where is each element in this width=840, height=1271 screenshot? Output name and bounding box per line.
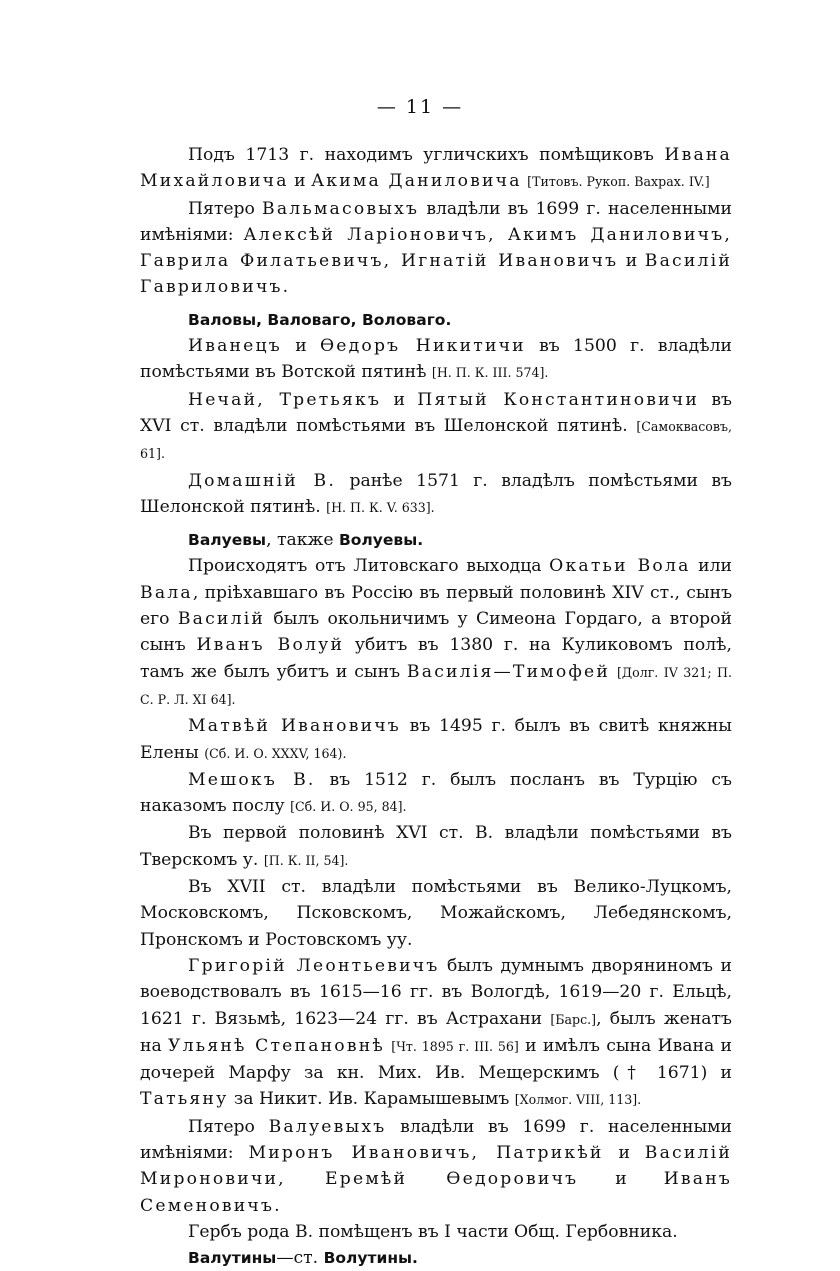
text-run: былъ думнымъ дворяниномъ и воеводствовалъ въ 1615—16 гг. въ Вологдѣ, 1619—20 г. Ельцѣ, 1621 г. Вязьмѣ, 1623—24 гг. въ Астрахани — [140, 955, 732, 1029]
body-text — [140, 142, 732, 1271]
text-run: Происходятъ отъ Литовскаго выходца — [188, 556, 550, 577]
spaced-name: Домашній В. — [188, 470, 337, 491]
text-run: и имѣлъ сына Ивана и дочерей Марфу за кн. Мих. Ив. Мещерскимъ († 1671) и — [140, 1035, 733, 1084]
spaced-name: Мешокъ В. — [188, 769, 316, 790]
paragraph — [140, 553, 732, 713]
text-run: и — [618, 251, 645, 272]
paragraph — [140, 1114, 732, 1219]
paragraph — [140, 767, 732, 821]
reference: [Сб. И. О. 95, 84]. — [290, 799, 407, 815]
spaced-name: Иванъ Волуй — [196, 635, 345, 656]
spaced-name: Василій — [177, 609, 266, 630]
paragraph — [140, 1245, 732, 1271]
text-run: , пріѣхавшаго въ Россію въ первый половинѣ XIV ст., сынъ его — [140, 582, 732, 630]
spaced-name: Миронъ Ивановичъ, Патрикѣй — [248, 1142, 604, 1163]
spaced-name: Иванъ Семеновичъ — [140, 1169, 732, 1216]
text-run: и — [381, 389, 418, 410]
spaced-name: Окатьи Вола — [549, 556, 691, 577]
text-run: —ст. — [276, 1248, 324, 1269]
text-run: былъ окольничимъ у Симеона Гордаго, а второй сынъ — [140, 609, 732, 656]
spaced-name: Василій Гавриловичъ — [140, 251, 732, 298]
paragraph — [140, 196, 732, 301]
text-run: Подъ 1713 г. находимъ угличскихъ помѣщиковъ — [188, 145, 665, 165]
paragraph — [140, 333, 732, 387]
text-run: Въ XVII ст. владѣли помѣстьями въ Велико-Луцкомъ, Московскомъ, Псковскомъ, Можайскомъ, Лебедянскомъ, Пронскомъ и Ростовскомъ уу. — [140, 877, 732, 950]
heading-text: Валуевы — [188, 531, 267, 550]
section-heading — [140, 307, 732, 333]
text-run: владѣли въ 1699 г. населенными имѣніями: — [140, 198, 732, 245]
spaced-name: Акима Даниловича — [311, 171, 522, 192]
heading-text: Волуевы. — [338, 531, 424, 550]
reference: [П. К. II, 54]. — [263, 852, 349, 868]
paragraph — [140, 1219, 732, 1245]
page-number: — 11 — — [376, 96, 464, 118]
text-run: Пятеро — [188, 198, 263, 219]
text-run: . — [274, 1195, 280, 1216]
spaced-name: Татьяну — [140, 1089, 229, 1110]
spaced-name: Вала — [140, 582, 193, 603]
spaced-name: Вальмасовыхъ — [262, 198, 420, 219]
text-run: Въ первой половинѣ XVI ст. В. владѣли помѣстьями въ Тверскомъ у. — [140, 823, 732, 870]
text-run: въ 1495 г. былъ въ свитѣ княжны Елены — [140, 716, 732, 763]
paragraph — [140, 142, 732, 196]
spaced-name: Матвѣй Ивановичъ — [188, 716, 401, 737]
heading-text: Валутины — [188, 1249, 277, 1268]
spaced-name: Василій Мироновичи, Еремѣй Ѳедоровичъ — [140, 1142, 732, 1190]
text-run: Гербъ рода В. помѣщенъ въ I части Общ. Гербовника. — [188, 1221, 678, 1242]
text-run: и — [281, 336, 320, 357]
text-run: убитъ въ 1380 г. на Куликовомъ полѣ, тамъ же былъ убитъ и сынъ — [140, 635, 732, 682]
spaced-name: Ѳедоръ Никитичи — [319, 336, 526, 357]
heading-text: Волутины. — [323, 1249, 418, 1268]
spaced-name: Ульянѣ Степановнѣ — [168, 1035, 385, 1056]
paragraph — [140, 820, 732, 874]
paragraph — [140, 874, 732, 953]
text-run: ранѣе 1571 г. владѣлъ помѣстьями въ Шелонской пятинѣ. — [140, 470, 732, 517]
paragraph — [140, 953, 732, 1114]
reference: [Барс.] — [550, 1011, 597, 1027]
text-run: . — [282, 277, 289, 298]
spaced-name: Ивана Михайловича — [140, 145, 732, 192]
spaced-name: Василія—Тимофей — [406, 661, 611, 682]
reference: [Н. П. К. III. 574]. — [431, 365, 549, 381]
spaced-name: Валуевыхъ — [268, 1116, 387, 1137]
paragraph — [140, 387, 732, 468]
spaced-name: Нечай, Третьякъ — [188, 389, 382, 410]
reference: (Сб. И. О. XXXV, 164). — [204, 745, 347, 761]
text-run: Пятеро — [188, 1116, 269, 1137]
reference: [Н. П. К. V. 633]. — [326, 499, 435, 515]
heading-text: Валовы, Валоваго, Воловаго. — [188, 310, 452, 329]
spaced-name: Пятый Константиновичи — [417, 389, 700, 410]
spaced-name: Григорій Леонтьевичъ — [188, 955, 440, 976]
spaced-name: Иванецъ — [188, 336, 282, 357]
text-run: за Никит. Ив. Карамышевымъ — [228, 1089, 515, 1110]
paragraph — [140, 468, 732, 522]
text-run: , былъ женатъ на — [140, 1008, 732, 1056]
paragraph — [140, 713, 732, 767]
text-run: владѣли въ 1699 г. населенными имѣніями: — [140, 1116, 732, 1163]
reference: [Долг. IV 321; П. С. Р. Л. XI 64]. — [140, 664, 732, 707]
text-run: въ 1500 г. владѣли помѣстьями въ Вотской пятинѣ — [140, 336, 732, 383]
text-run — [610, 662, 617, 682]
reference: [Чт. 1895 г. III. 56] — [391, 1038, 519, 1054]
text-run: въ XVI ст. владѣли помѣстьями въ Шелонской пятинѣ. — [140, 389, 732, 436]
spaced-name: Алексѣй Ларіоновичъ, Акимъ Даниловичъ, Гаврила Филатьевичъ, Игнатій Ивановичъ — [140, 224, 732, 272]
text-run: или — [690, 556, 732, 577]
reference: [Холмог. VIII, 113]. — [514, 1092, 642, 1108]
text-run: , также — [266, 530, 339, 551]
text-run: и — [578, 1169, 664, 1190]
reference: [Самоквасовъ, 61]. — [140, 418, 732, 462]
text-run: въ 1512 г. былъ посланъ въ Турцію съ наказомъ послу — [140, 769, 732, 817]
section-heading — [140, 527, 732, 553]
text-run: и — [288, 171, 312, 192]
reference: [Титовъ. Рукоп. Вахрах. IV.] — [527, 174, 710, 190]
text-run: и — [603, 1142, 645, 1163]
